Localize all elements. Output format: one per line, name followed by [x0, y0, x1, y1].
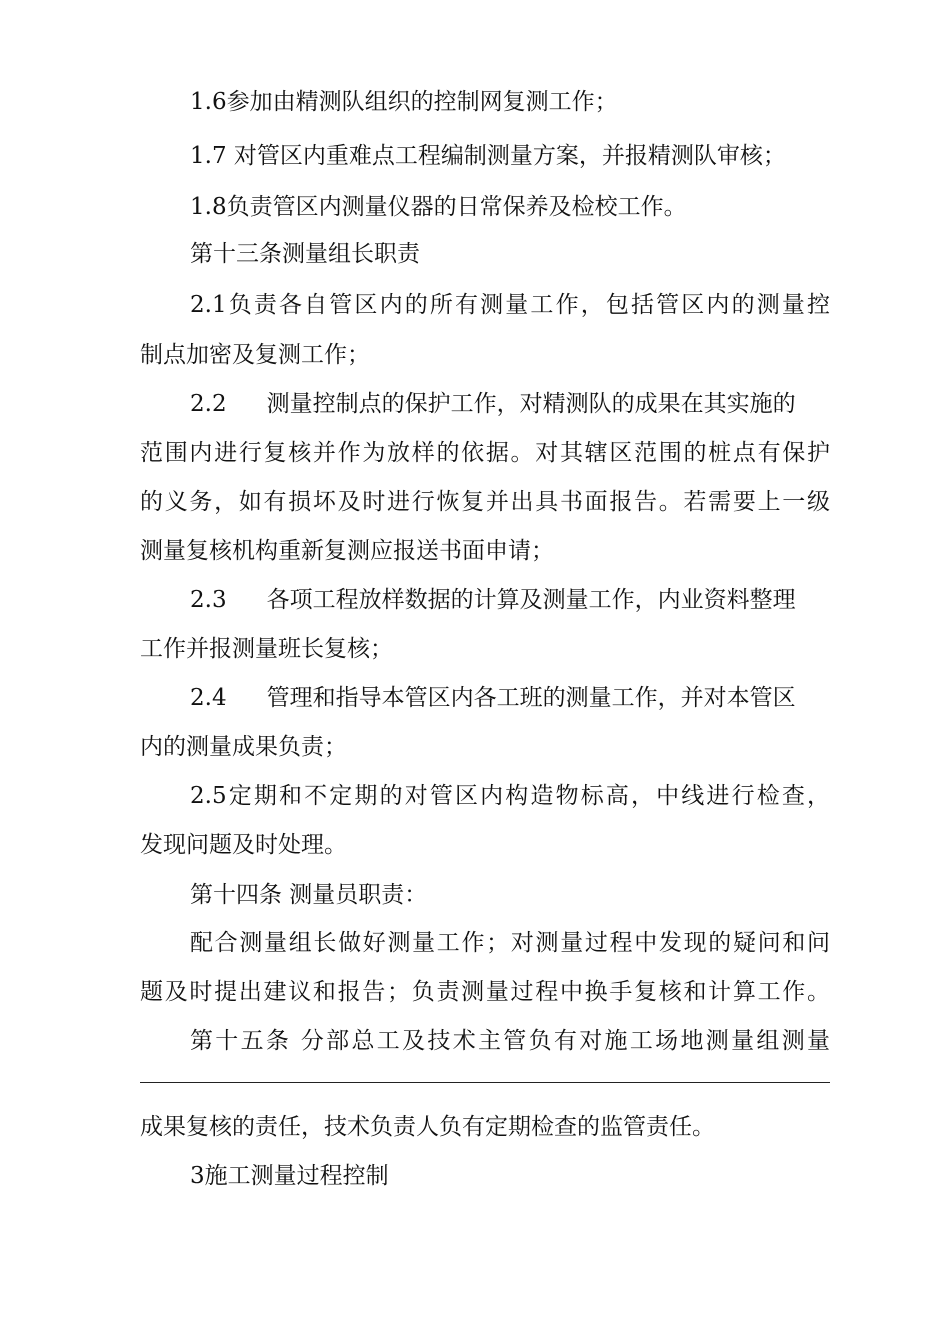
text-line: 2.1负责各自管区内的所有测量工作，包括管区内的测量控	[190, 292, 830, 318]
text-line	[190, 585, 830, 615]
text-line: 题及时提出建议和报告；负责测量过程中换手复核和计算工作。	[140, 979, 830, 1005]
section-heading: 第十三条测量组长职责	[190, 241, 420, 267]
item-text: 测量控制点的保护工作，对精测队的成果在其实施的	[266, 391, 796, 417]
text-line	[190, 389, 830, 419]
section-heading: 第十四条 测量员职责：	[190, 882, 428, 908]
item-number: 2.3	[190, 587, 227, 613]
text-line: 2.5定期和不定期的对管区内构造物标高，中线进行检查，	[190, 783, 830, 809]
text-line: 工作并报测量班长复核；	[140, 636, 393, 662]
item-text: 各项工程放样数据的计算及测量工作，内业资料整理	[266, 587, 796, 613]
text-line: 测量复核机构重新复测应报送书面申请；	[140, 538, 554, 564]
page-break-rule	[140, 1082, 830, 1083]
text-line: 发现问题及时处理。	[140, 832, 347, 858]
text-line: 制点加密及复测工作；	[140, 342, 370, 368]
text-line: 配合测量组长做好测量工作；对测量过程中发现的疑问和问	[190, 930, 830, 956]
text-line: 1.8负责管区内测量仪器的日常保养及检校工作。	[190, 194, 687, 220]
section-heading: 3施工测量过程控制	[190, 1163, 389, 1189]
text-line: 1.6参加由精测队组织的控制网复测工作；	[190, 89, 618, 115]
text-line: 范围内进行复核并作为放样的依据。对其辖区范围的桩点有保护	[140, 440, 830, 466]
item-number: 2.2	[190, 391, 227, 417]
text-line: 成果复核的责任，技术负责人负有定期检查的监管责任。	[140, 1114, 715, 1140]
item-number: 2.4	[190, 685, 227, 711]
text-line: 1.7 对管区内重难点工程编制测量方案，并报精测队审核；	[190, 143, 786, 169]
item-text: 管理和指导本管区内各工班的测量工作，并对本管区	[266, 685, 796, 711]
text-line: 的义务，如有损坏及时进行恢复并出具书面报告。若需要上一级	[140, 489, 830, 515]
text-line: 第十五条 分部总工及技术主管负有对施工场地测量组测量	[190, 1028, 830, 1054]
text-line	[190, 683, 830, 713]
text-line: 内的测量成果负责；	[140, 734, 347, 760]
